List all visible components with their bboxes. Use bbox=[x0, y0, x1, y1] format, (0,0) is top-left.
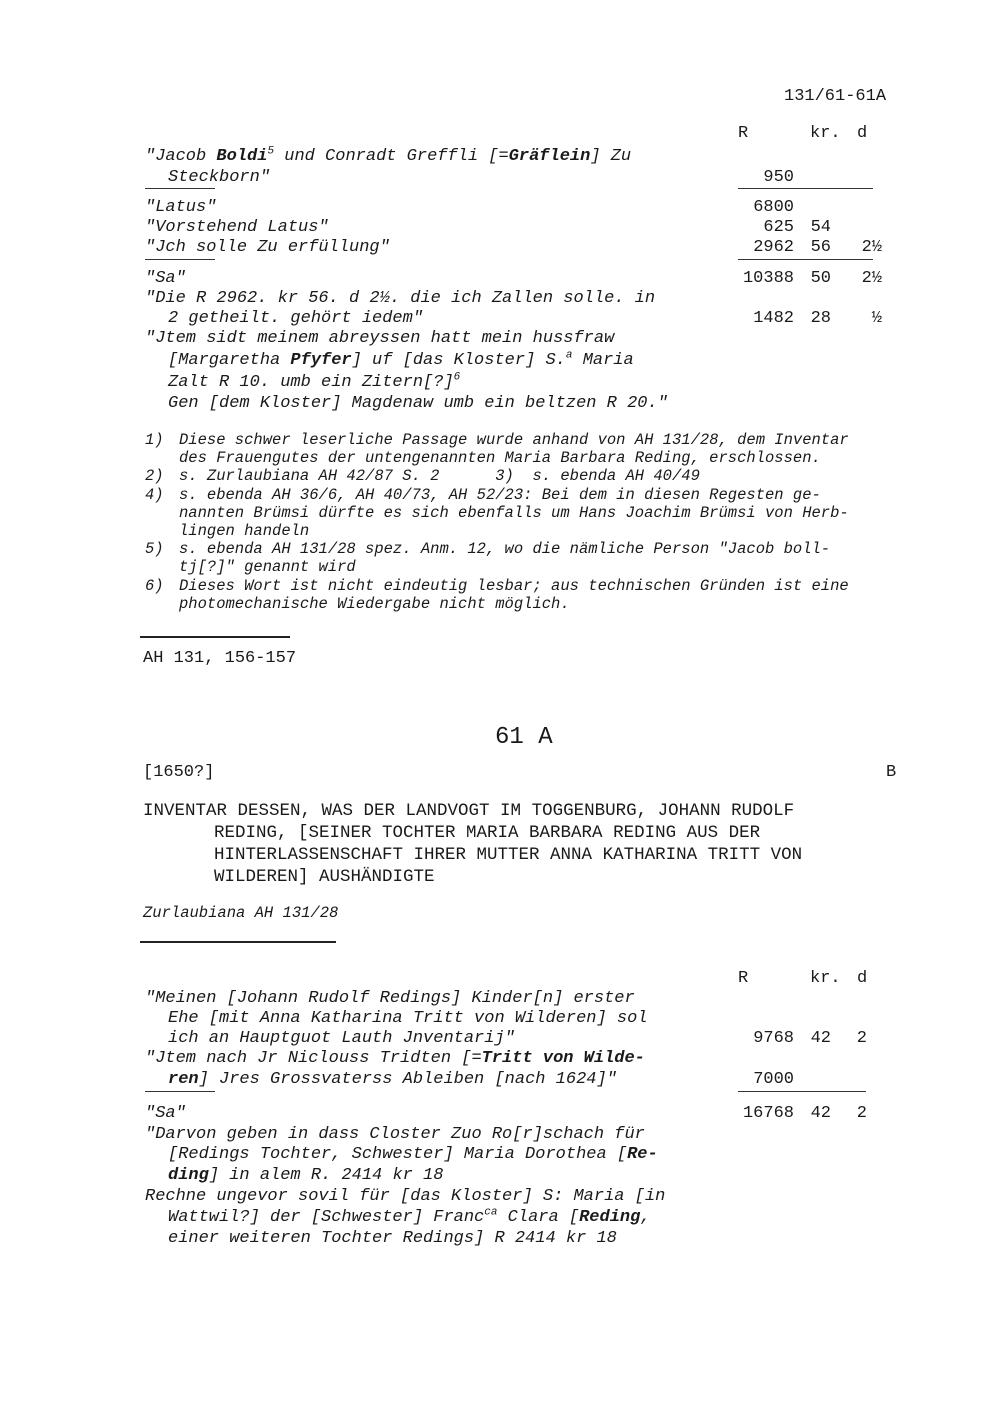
footnote-number: 2) bbox=[145, 467, 164, 485]
divider bbox=[145, 188, 215, 189]
entry-vorstehend-latus: "Vorstehend Latus" bbox=[145, 218, 329, 237]
value-r: 1482 bbox=[753, 309, 794, 328]
value-r: 7000 bbox=[753, 1070, 794, 1089]
value-r: 10388 bbox=[742, 269, 794, 288]
page-reference: 131/61-61A bbox=[784, 87, 887, 106]
entry-rechne-cont: einer weiteren Tochter Redings] R 2414 kr 18 bbox=[168, 1229, 617, 1248]
sum-rule bbox=[738, 1091, 866, 1092]
footnote-text: s. ebenda AH 36/6, AH 40/73, AH 52/23: Bei dem in diesen Regesten ge- bbox=[179, 486, 821, 504]
value-r: 16768 bbox=[742, 1104, 794, 1123]
document-date: [1650?] bbox=[143, 763, 215, 782]
value-d: 2½ bbox=[861, 238, 882, 257]
archive-reference: Zurlaubiana AH 131/28 bbox=[143, 904, 339, 922]
value-r: 9768 bbox=[753, 1029, 794, 1048]
entry-jtem-sidt: "Jtem sidt meinem abreyssen hatt mein hussfraw bbox=[145, 329, 615, 348]
value-d: 2 bbox=[856, 1104, 867, 1123]
footnote-number: 5) bbox=[145, 540, 164, 558]
section-separator bbox=[140, 636, 290, 638]
footnote-number: 4) bbox=[145, 486, 164, 504]
value-r: 6800 bbox=[753, 198, 794, 217]
sum-rule bbox=[738, 259, 873, 260]
entry-rechne-cont: Wattwil?] der [Schwester] Franc$^{ca}$ Clara [Reding, bbox=[168, 1206, 651, 1227]
value-kr: 42 bbox=[810, 1104, 831, 1123]
entry-darvon-cont: [Redings Tochter, Schwester] Maria Dorothea [Re- bbox=[168, 1145, 658, 1164]
footnote-text: nannten Brümsi dürfte es sich ebenfalls um Hans Joachim Brümsi von Herb- bbox=[179, 504, 849, 522]
entry-summa: "Sa" bbox=[145, 1104, 186, 1123]
value-r: 950 bbox=[763, 168, 794, 187]
sum-rule bbox=[738, 188, 873, 189]
regest-heading-line: HINTERLASSENSCHAFT IHRER MUTTER ANNA KATHARINA TRITT VON bbox=[214, 845, 803, 865]
value-kr: 56 bbox=[810, 238, 831, 257]
regest-heading-line: WILDEREN] AUSHÄNDIGTE bbox=[214, 867, 435, 887]
divider bbox=[145, 1091, 215, 1092]
column-header-d: d bbox=[857, 124, 868, 143]
footnote-text: lingen handeln bbox=[179, 522, 310, 540]
value-d: 2½ bbox=[861, 269, 882, 288]
footnote-text: Dieses Wort ist nicht eindeutig lesbar; aus technischen Gründen ist eine bbox=[179, 577, 849, 595]
value-kr: 28 bbox=[810, 309, 831, 328]
document-class: B bbox=[886, 763, 897, 782]
entry-latus: "Latus" bbox=[145, 198, 217, 217]
value-kr: 50 bbox=[810, 269, 831, 288]
entry-die-r-cont: 2 getheilt. gehört iedem" bbox=[168, 309, 424, 328]
footnote-text: tj[?]" genannt wird bbox=[179, 558, 356, 576]
column-header-r: R bbox=[738, 124, 749, 143]
entry-darvon-cont: ding] in alem R. 2414 kr 18 bbox=[168, 1166, 444, 1185]
footnote-text: s. ebenda AH 131/28 spez. Anm. 12, wo die nämliche Person "Jacob boll- bbox=[179, 540, 831, 558]
column-header-kr: kr. bbox=[810, 124, 841, 143]
value-kr: 42 bbox=[810, 1029, 831, 1048]
entry-jch-solle: "Jch solle Zu erfüllung" bbox=[145, 238, 390, 257]
value-d: 2 bbox=[856, 1029, 867, 1048]
footnote-text: photomechanische Wiedergabe nicht möglich. bbox=[179, 595, 570, 613]
footnote-text: s. Zurlaubiana AH 42/87 S. 2 3) s. ebenda AH 40/49 bbox=[179, 467, 700, 485]
entry-jacob-boldi-cont: Steckborn" bbox=[168, 168, 271, 187]
regest-heading-line: REDING, [SEINER TOCHTER MARIA BARBARA REDING AUS DER bbox=[214, 823, 761, 843]
footnote-number: 6) bbox=[145, 577, 164, 595]
regest-heading-line: INVENTAR DESSEN, WAS DER LANDVOGT IM TOGGENBURG, JOHANN RUDOLF bbox=[143, 801, 795, 821]
value-r: 625 bbox=[763, 218, 794, 237]
section-separator bbox=[140, 941, 336, 943]
column-header-kr: kr. bbox=[810, 969, 841, 988]
value-r: 2962 bbox=[753, 238, 794, 257]
footnote-number: 1) bbox=[145, 431, 164, 449]
entry-jtem-nach-cont: ren] Jres Grossvaterss Ableiben [nach 1624]" bbox=[168, 1070, 617, 1089]
entry-darvon: "Darvon geben in dass Closter Zuo Ro[r]schach für bbox=[145, 1125, 645, 1144]
value-d: ½ bbox=[871, 309, 882, 328]
entry-meinen: "Meinen [Johann Rudolf Redings] Kinder[n] erster bbox=[145, 989, 635, 1008]
document-number: 61 A bbox=[495, 724, 553, 751]
entry-meinen-cont: Ehe [mit Anna Katharina Tritt von Wilderen] sol bbox=[168, 1009, 648, 1028]
entry-summa: "Sa" bbox=[145, 269, 186, 288]
entry-die-r: "Die R 2962. kr 56. d 2½. die ich Zallen solle. in bbox=[145, 289, 656, 308]
entry-meinen-cont: ich an Hauptguot Lauth Jnventarij" bbox=[168, 1029, 515, 1048]
entry-jacob-boldi: "Jacob Boldi$^5$ und Conradt Greffli [=Gräflein] Zu bbox=[145, 145, 632, 166]
column-header-d: d bbox=[857, 969, 868, 988]
footnote-text: Diese schwer leserliche Passage wurde anhand von AH 131/28, dem Inventar bbox=[179, 431, 849, 449]
entry-jtem-sidt-line4: Gen [dem Kloster] Magdenaw umb ein beltzen R 20." bbox=[168, 394, 668, 413]
divider bbox=[145, 259, 215, 260]
value-kr: 54 bbox=[810, 218, 831, 237]
column-header-r: R bbox=[738, 969, 749, 988]
entry-jtem-sidt-line3: Zalt R 10. umb ein Zitern[?]$^6$ bbox=[168, 371, 461, 392]
entry-rechne: Rechne ungevor sovil für [das Kloster] S: Maria [in bbox=[145, 1187, 666, 1206]
entry-jtem-nach: "Jtem nach Jr Niclouss Tridten [=Tritt von Wilde- bbox=[145, 1049, 645, 1068]
source-reference: AH 131, 156-157 bbox=[143, 649, 297, 668]
entry-jtem-sidt-line2: [Margaretha Pfyfer] uf [das Kloster] S.$^a$ Maria bbox=[168, 349, 634, 370]
footnote-text: des Frauengutes der untengenannten Maria Barbara Reding, erschlossen. bbox=[179, 449, 821, 467]
